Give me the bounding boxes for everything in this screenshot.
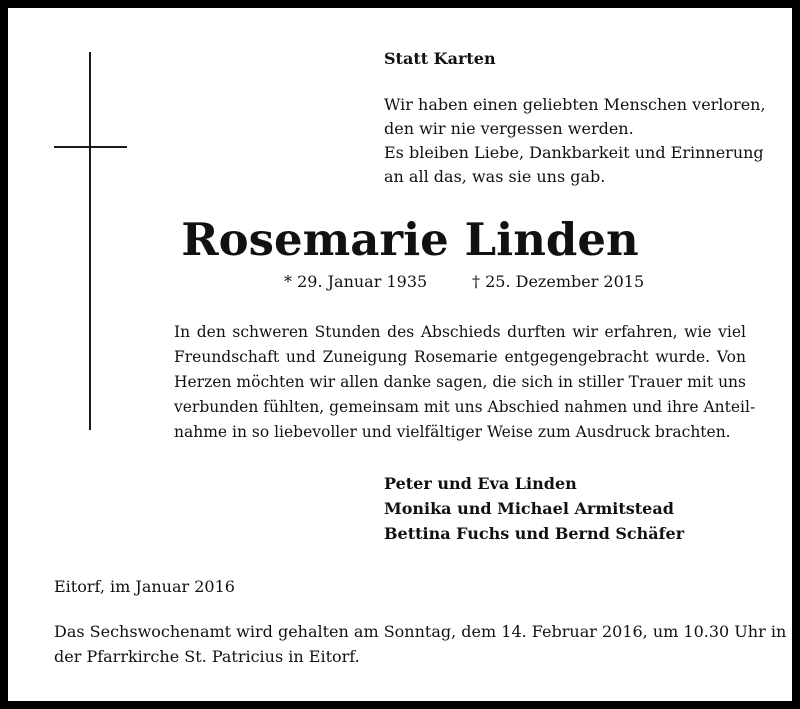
poem-line: Es bleiben Liebe, Dankbarkeit und Erinnerung — [384, 143, 764, 162]
cross-icon-horizontal-bar — [54, 146, 127, 148]
service-announcement — [54, 619, 787, 669]
thanks-line: verbunden fühlten, gemeinsam mit uns Abschied nahmen und ihre Anteil- — [174, 398, 756, 416]
birth-date: * 29. Januar 1935 — [284, 272, 428, 291]
poem-line: Wir haben einen geliebten Menschen verloren, — [384, 95, 766, 114]
poem-line: an all das, was sie uns gab. — [384, 167, 606, 186]
signers-list — [384, 471, 684, 546]
thanks-line: Freundschaft und Zuneigung Rosemarie entgegengebracht wurde. Von — [174, 348, 746, 366]
thanks-line: nahme in so liebevoller und vielfältiger Weise zum Ausdruck brachten. — [174, 423, 731, 441]
poem-line: den wir nie vergessen werden. — [384, 119, 634, 138]
place-date: Eitorf, im Januar 2016 — [54, 577, 235, 596]
thanks-line: Herzen möchten wir allen danke sagen, die sich in stiller Trauer mit uns — [174, 373, 746, 391]
thanks-line: In den schweren Stunden des Abschieds durften wir erfahren, wie viel — [174, 323, 746, 341]
memorial-poem — [384, 93, 766, 189]
death-date: † 25. Dezember 2015 — [472, 272, 645, 291]
statt-karten-heading: Statt Karten — [384, 49, 496, 68]
signer-name: Bettina Fuchs und Bernd Schäfer — [384, 524, 685, 543]
signer-name: Monika und Michael Armitstead — [384, 499, 674, 518]
service-line: der Pfarrkirche St. Patricius in Eitorf. — [54, 647, 360, 666]
deceased-name: Rosemarie Linden — [181, 213, 639, 266]
service-line: Das Sechswochenamt wird gehalten am Sonntag, dem 14. Februar 2016, um 10.30 Uhr in — [54, 622, 787, 641]
signer-name: Peter und Eva Linden — [384, 474, 577, 493]
thanks-paragraph — [174, 320, 756, 445]
